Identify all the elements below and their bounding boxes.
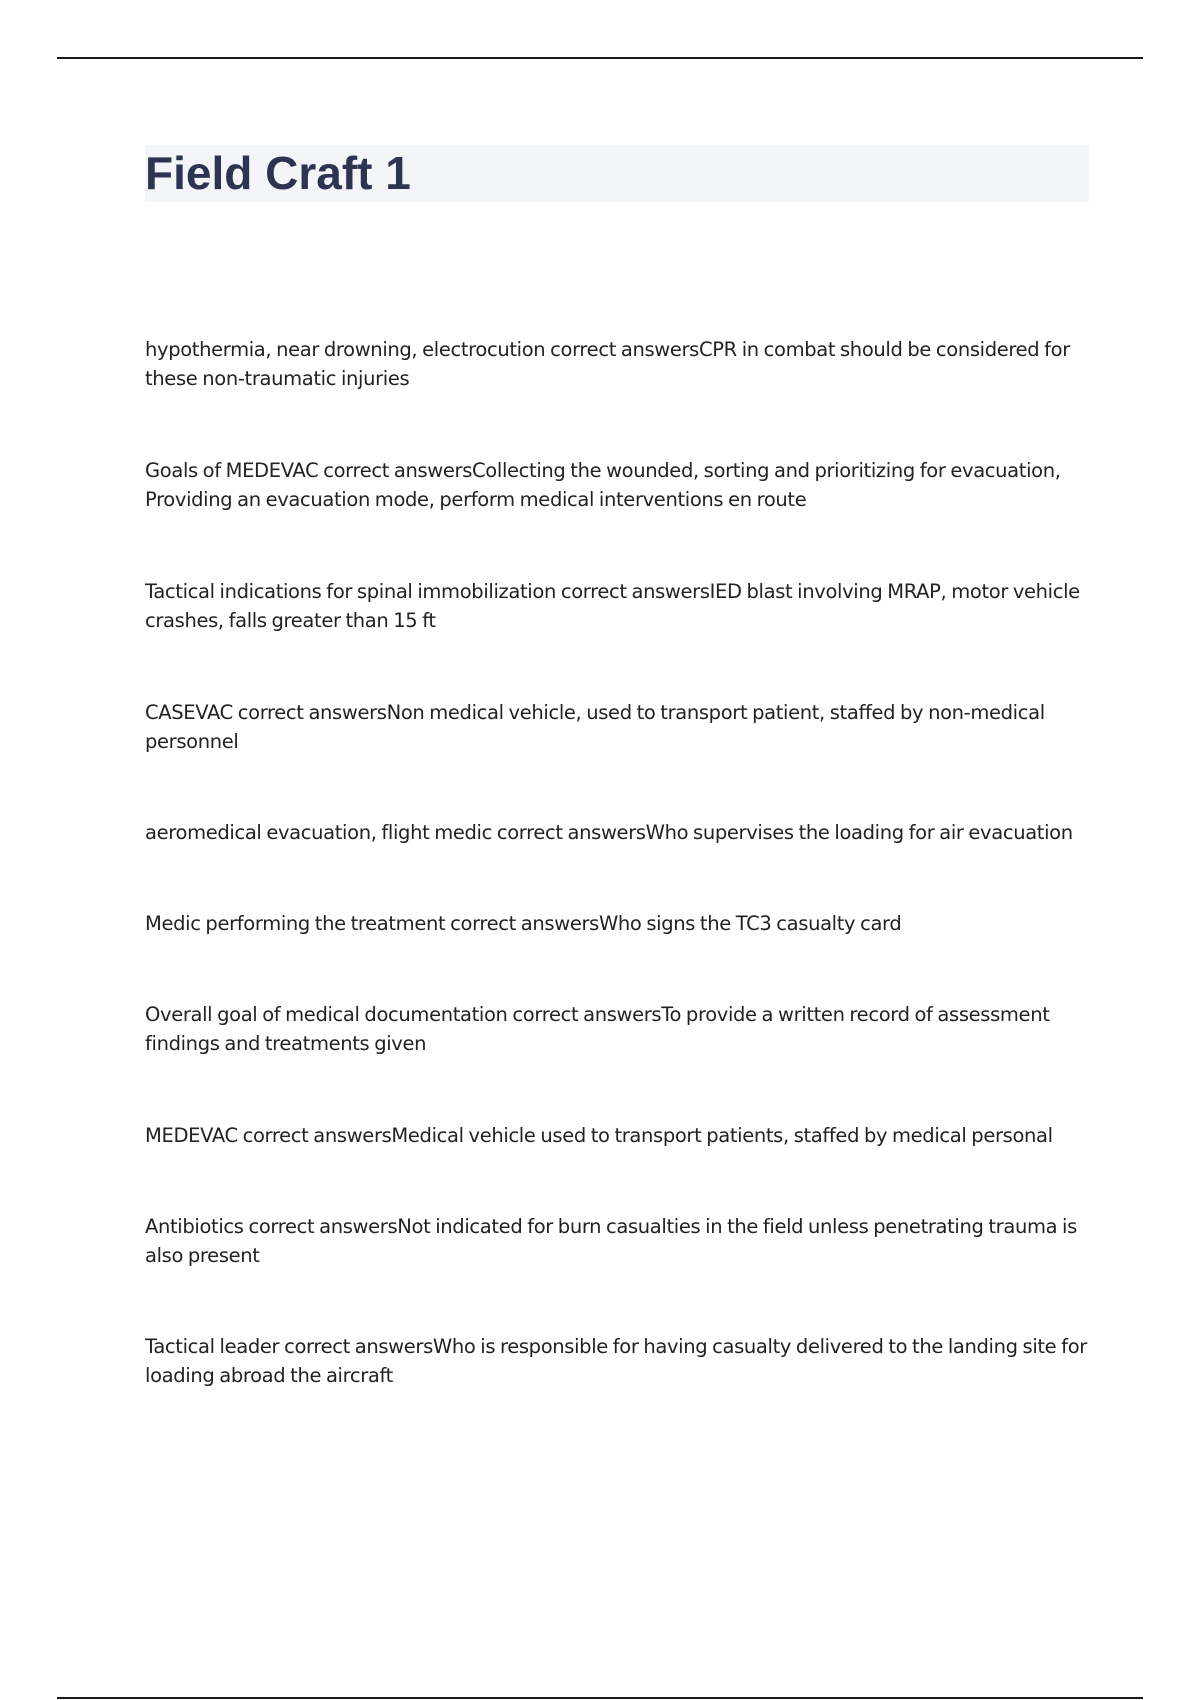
card-definition: Collecting the wounded, sorting and prioritizing for evacuation, Providing an evacuation mode, perform medical interventions en route: [145, 459, 1061, 511]
bottom-rule: [57, 1697, 1143, 1699]
card-definition: Not indicated for burn casualties in the field unless penetrating trauma is also present: [145, 1215, 1077, 1267]
card-separator: correct answers: [507, 1003, 662, 1026]
card-separator: correct answers: [318, 459, 473, 482]
flashcard: [145, 1121, 1095, 1150]
card-term: Overall goal of medical documentation: [145, 1003, 508, 1026]
card-separator: correct answers: [243, 1215, 398, 1238]
card-definition: Who supervises the loading for air evacuation: [645, 821, 1073, 844]
card-separator: correct answers: [492, 821, 646, 844]
flashcard: [145, 1000, 1095, 1058]
card-term: MEDEVAC: [145, 1124, 238, 1147]
card-term: Goals of MEDEVAC: [145, 459, 319, 482]
flashcard: [145, 577, 1095, 635]
card-definition: Who is responsible for having casualty delivered to the landing site for loading abroad the aircraft: [145, 1335, 1087, 1387]
top-rule: [57, 57, 1143, 59]
card-definition: IED blast involving MRAP, motor vehicle crashes, falls greater than 15 ft: [145, 580, 1080, 632]
flashcard: [145, 456, 1095, 514]
flashcard: [145, 1332, 1095, 1390]
card-definition: Who signs the TC3 casualty card: [598, 912, 902, 935]
card-term: Antibiotics: [145, 1215, 244, 1238]
card-definition: To provide a written record of assessment findings and treatments given: [145, 1003, 1050, 1055]
card-separator: correct answers: [445, 912, 599, 935]
card-separator: correct answers: [555, 580, 710, 603]
card-term: CASEVAC: [145, 701, 233, 724]
card-separator: correct answers: [232, 701, 387, 724]
page-title: Field Craft 1: [145, 147, 411, 199]
card-separator: correct answers: [237, 1124, 392, 1147]
card-term: Medic performing the treatment: [145, 912, 446, 935]
card-term: hypothermia, near drowning, electrocution: [145, 338, 546, 361]
card-definition: Non medical vehicle, used to transport patient, staffed by non-medical personnel: [145, 701, 1045, 753]
flashcard: [145, 909, 1095, 938]
card-separator: correct answers: [545, 338, 699, 361]
title-band: [145, 145, 1089, 202]
flashcard: [145, 335, 1095, 393]
card-term: Tactical leader: [145, 1335, 280, 1358]
card-definition: CPR in combat should be considered for these non-traumatic injuries: [145, 338, 1070, 390]
card-separator: correct answers: [279, 1335, 433, 1358]
flashcard: [145, 698, 1095, 756]
flashcard: [145, 818, 1095, 847]
card-term: Tactical indications for spinal immobilization: [145, 580, 556, 603]
card-term: aeromedical evacuation, flight medic: [145, 821, 492, 844]
flashcard: [145, 1212, 1095, 1270]
card-definition: Medical vehicle used to transport patients, staffed by medical personal: [391, 1124, 1053, 1147]
